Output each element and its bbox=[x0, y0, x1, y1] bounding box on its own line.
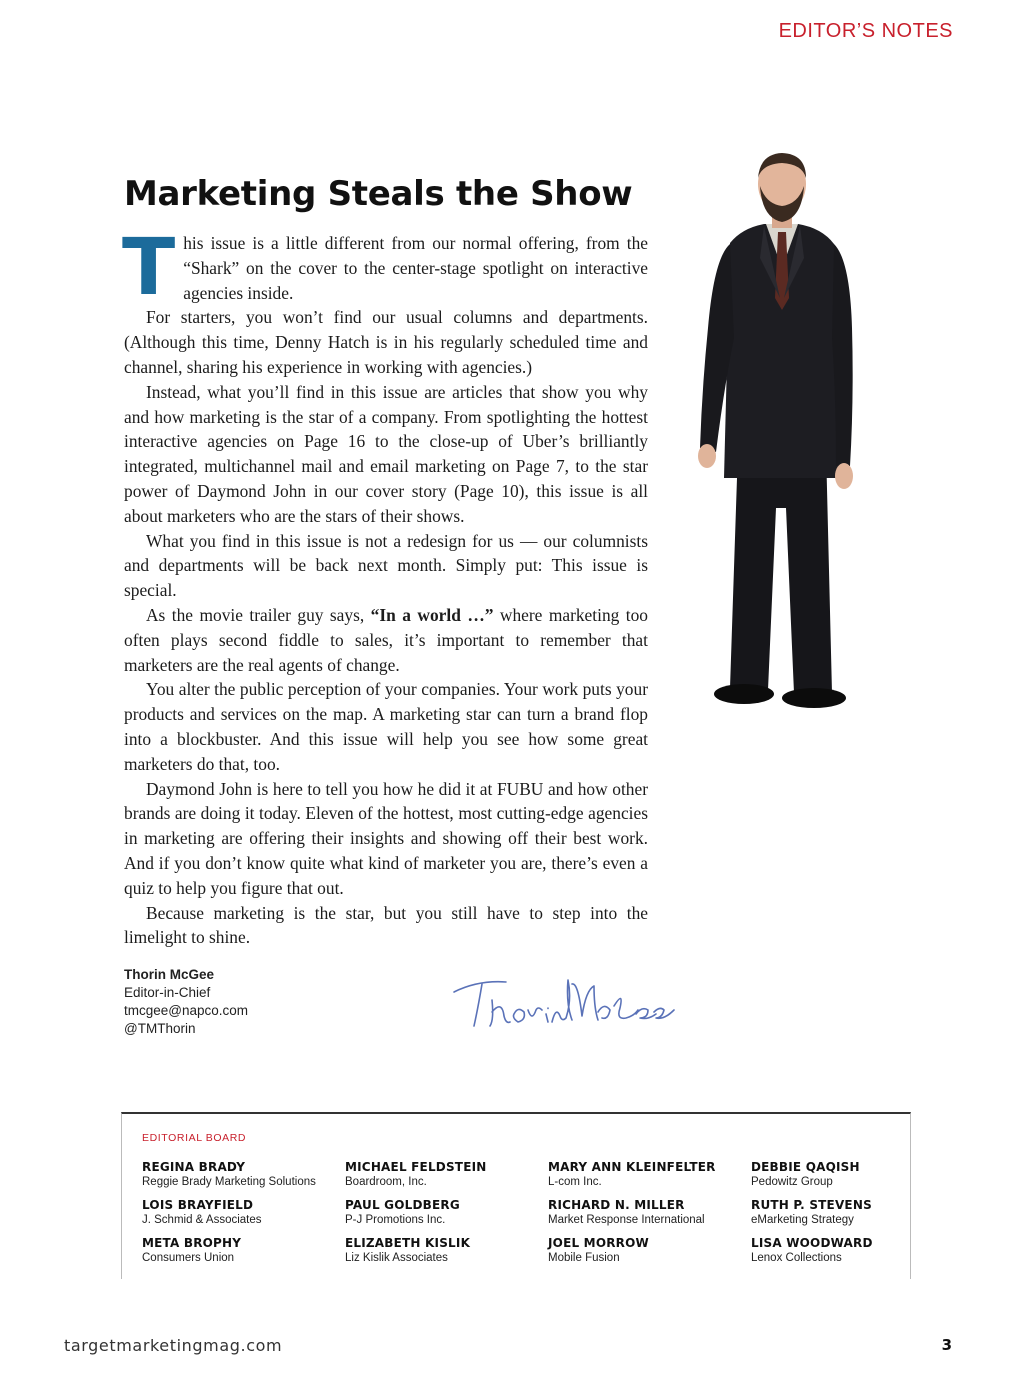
board-grid bbox=[142, 1160, 902, 1266]
board-member bbox=[751, 1236, 902, 1266]
article-paragraph: Daymond John is here to tell you how he did it at FUBU and how other brands are doing it today. Eleven of the hottest, most cutting-edge agencies in marketing are offering their insights and showing off their best work. And if you don’t know quite what kind of marketer you are, there’s even a quiz to help you figure that out. bbox=[124, 778, 648, 898]
member-name: MARY ANN KLEINFELTER bbox=[548, 1160, 716, 1174]
board-title: EDITORIAL BOARD bbox=[142, 1132, 247, 1144]
board-member bbox=[548, 1160, 751, 1190]
article-paragraph bbox=[124, 603, 648, 677]
article-paragraph: For starters, you won’t find our usual columns and departments. (Although this time, Denny Hatch is in his regularly scheduled time and channel, sharing his experience in working with agencies.) bbox=[124, 307, 648, 377]
board-member bbox=[142, 1198, 345, 1228]
article-paragraph: Instead, what you’ll find in this issue are articles that show you why and how marketing is the star of a company. From spotlighting the hottest interactive agencies on Page 16 to the close-up of Uber’s brilliantly integrated, multichannel mail and email marketing on Page 7, to the star power of Daymond John in our cover story (Page 10), this issue is all about marketers who are the stars of their shows. bbox=[124, 381, 648, 526]
paragraph-text: As the movie trailer guy says, bbox=[146, 604, 371, 625]
drop-cap: T bbox=[122, 223, 176, 313]
member-name: JOEL MORROW bbox=[548, 1236, 649, 1250]
author-title: Editor-in-Chief bbox=[124, 985, 211, 1000]
member-org: eMarketing Strategy bbox=[751, 1214, 854, 1226]
member-name: PAUL GOLDBERG bbox=[345, 1198, 460, 1212]
board-member bbox=[345, 1160, 548, 1190]
member-org: Mobile Fusion bbox=[548, 1252, 620, 1264]
member-org: L-com Inc. bbox=[548, 1176, 602, 1188]
article-paragraph: What you find in this issue is not a redesign for us — our columnists and departments will be back next month. Simply put: This issue is special. bbox=[124, 530, 648, 601]
board-member bbox=[345, 1236, 548, 1266]
member-org: P-J Promotions Inc. bbox=[345, 1214, 446, 1226]
member-name: RICHARD N. MILLER bbox=[548, 1198, 685, 1212]
author-name: Thorin McGee bbox=[124, 967, 215, 982]
member-name: MICHAEL FELDSTEIN bbox=[345, 1160, 487, 1174]
author-signoff bbox=[124, 966, 248, 1038]
board-member bbox=[548, 1198, 751, 1228]
bold-quote: “In a world …” bbox=[370, 604, 494, 625]
member-name: LOIS BRAYFIELD bbox=[142, 1198, 254, 1212]
member-name: ELIZABETH KISLIK bbox=[345, 1236, 471, 1250]
paragraph-text: his issue is a little different from our normal offering, from the “Shark” on the cover to the center-stage spotlight on interactive agencies inside. bbox=[183, 233, 648, 303]
editorial-board bbox=[121, 1112, 911, 1279]
member-org: Lenox Collections bbox=[751, 1252, 842, 1264]
article-paragraph: Because marketing is the star, but you still have to step into the limelight to shine. bbox=[124, 902, 648, 948]
member-org: Pedowitz Group bbox=[751, 1176, 833, 1188]
member-org: J. Schmid & Associates bbox=[142, 1214, 262, 1226]
board-member bbox=[548, 1236, 751, 1266]
board-member bbox=[345, 1198, 548, 1228]
paragraph-text: where marketing too often plays second fiddle to sales, it’s important to remember that marketers are the real agents of change. bbox=[124, 604, 649, 675]
article-paragraph: You alter the public perception of your companies. Your work puts your products and services on the map. A marketing star can turn a brand flop into a blockbuster. And this issue will help you see how some great marketers do that, too. bbox=[124, 679, 648, 774]
section-label: EDITOR’S NOTES bbox=[778, 20, 953, 42]
member-org: Market Response International bbox=[548, 1214, 705, 1226]
member-name: META BROPHY bbox=[142, 1236, 242, 1250]
board-member bbox=[142, 1236, 345, 1266]
author-email[interactable]: tmcgee@napco.com bbox=[124, 1003, 249, 1018]
member-org: Reggie Brady Marketing Solutions bbox=[142, 1176, 316, 1188]
board-member bbox=[751, 1198, 902, 1228]
member-org: Consumers Union bbox=[142, 1252, 235, 1264]
member-name: LISA WOODWARD bbox=[751, 1236, 873, 1250]
article-body bbox=[122, 223, 649, 950]
board-member bbox=[751, 1160, 902, 1190]
author-handle[interactable]: @TMThorin bbox=[124, 1021, 196, 1036]
member-org: Liz Kislik Associates bbox=[345, 1252, 448, 1264]
member-org: Boardroom, Inc. bbox=[345, 1176, 427, 1188]
article-paragraph bbox=[122, 223, 648, 313]
signature-text: Thorin McGee bbox=[448, 960, 454, 961]
footer-url[interactable]: targetmarketingmag.com bbox=[64, 1336, 283, 1355]
handwritten-signature bbox=[448, 960, 678, 1040]
member-name: RUTH P. STEVENS bbox=[751, 1198, 872, 1212]
article-headline: Marketing Steals the Show bbox=[124, 174, 633, 214]
board-member bbox=[142, 1160, 345, 1190]
member-name: DEBBIE QAQISH bbox=[751, 1160, 860, 1174]
page-number: 3 bbox=[941, 1336, 952, 1354]
editor-portrait bbox=[690, 148, 870, 713]
member-name: REGINA BRADY bbox=[142, 1160, 246, 1174]
